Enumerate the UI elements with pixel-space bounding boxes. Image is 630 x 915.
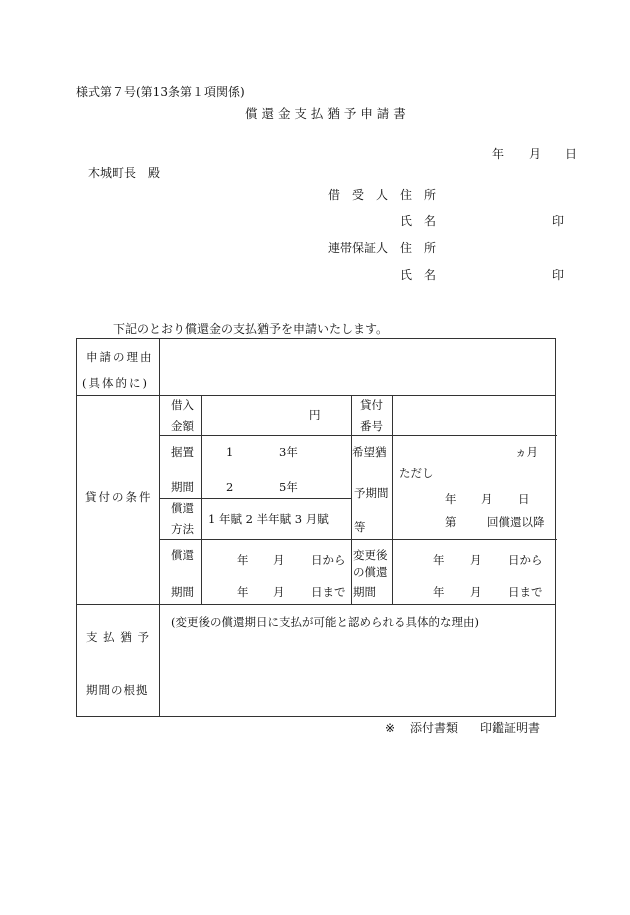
changed-from-year: 年	[433, 553, 445, 567]
changed-from-month: 月	[470, 553, 482, 567]
loan-number-label-2: 番号	[360, 419, 383, 433]
loan-conditions-label: 貸付の条件	[85, 490, 153, 504]
deferment-label-2: 期間	[171, 480, 194, 494]
guarantor-name-label: 氏 名	[400, 268, 437, 282]
repay-period-label-2: 期間	[171, 585, 194, 599]
date-year: 年	[492, 147, 505, 161]
requested-period-label: 希望猶	[352, 445, 387, 459]
loan-amount-label: 借入	[171, 398, 194, 412]
changed-until-year: 年	[433, 585, 445, 599]
document-title: 償 還 金 支 払 猶 予 申 請 書	[245, 106, 406, 121]
reason-label: 申請の理由	[86, 350, 154, 364]
changed-period-label: 変更後	[353, 548, 388, 562]
row-divider	[159, 498, 351, 499]
footer-mark: ※	[385, 721, 396, 735]
repay-period-label: 償還	[171, 548, 194, 562]
row-divider	[159, 539, 557, 540]
application-table	[76, 338, 556, 717]
requested-month: 月	[481, 492, 493, 506]
repay-from-year: 年	[237, 553, 249, 567]
months-unit: ヵ月	[515, 445, 538, 459]
date-day: 日	[565, 147, 578, 161]
row-divider	[159, 435, 557, 436]
changed-until-day: 日まで	[508, 585, 543, 599]
installment-after: 回償還以降	[487, 515, 545, 529]
borrower-name-label: 氏 名	[400, 214, 437, 228]
deferment-label: 据置	[171, 445, 194, 459]
loan-number-label: 貸付	[360, 398, 383, 412]
col-divider	[201, 395, 202, 604]
changed-until-month: 月	[470, 585, 482, 599]
requested-period-label-2: 予期間	[354, 486, 389, 500]
repay-until-month: 月	[273, 585, 285, 599]
addressee: 木城町長 殿	[88, 166, 161, 180]
repay-from-day: 日から	[311, 553, 346, 567]
basis-label: 支 払 猶 予	[86, 630, 150, 644]
intro-text: 下記のとおり償還金の支払猶予を申請いたします。	[113, 322, 389, 336]
guarantor-address-label: 住 所	[400, 241, 437, 255]
repay-from-month: 月	[273, 553, 285, 567]
requested-day: 日	[518, 492, 530, 506]
borrower-label: 借 受 人	[328, 188, 389, 202]
deferment-option-1-value: 3年	[279, 445, 298, 459]
row-divider	[77, 604, 555, 605]
date-month: 月	[529, 147, 542, 161]
borrower-seal: 印	[552, 214, 565, 228]
repay-method-label-2: 方法	[171, 522, 194, 536]
deferment-option-2-number: 2	[226, 480, 234, 494]
repay-until-year: 年	[237, 585, 249, 599]
yen-unit: 円	[309, 408, 321, 422]
reason-label-sub: (具体的に)	[82, 376, 149, 390]
requested-year: 年	[445, 492, 457, 506]
basis-note: (変更後の償還期日に支払が可能と認められる具体的な理由)	[171, 615, 479, 629]
loan-amount-label-2: 金額	[171, 419, 194, 433]
col-divider	[351, 395, 352, 604]
repay-until-day: 日まで	[311, 585, 346, 599]
requested-period-label-3: 等	[354, 520, 366, 534]
repay-method-options: 1 年賦 2 半年賦 3 月賦	[208, 512, 329, 526]
basis-label-2: 期間の根拠	[86, 683, 149, 697]
row-divider	[77, 395, 555, 396]
deferment-option-1-number: 1	[226, 445, 234, 459]
guarantor-seal: 印	[552, 268, 565, 282]
deferment-option-2-value: 5年	[279, 480, 298, 494]
changed-from-day: 日から	[508, 553, 543, 567]
col-divider	[392, 395, 393, 604]
installment-dai: 第	[445, 515, 457, 529]
changed-period-label-2: の償還	[353, 565, 388, 579]
changed-period-label-3: 期間	[353, 585, 376, 599]
col-divider	[159, 339, 160, 717]
attachment-value: 印鑑証明書	[480, 721, 541, 735]
tadashi-text: ただし	[399, 466, 434, 480]
guarantor-label: 連帯保証人	[328, 241, 389, 255]
repay-method-label: 償還	[171, 501, 194, 515]
form-number: 様式第７号(第13条第１項関係)	[76, 85, 245, 99]
borrower-address-label: 住 所	[400, 188, 437, 202]
attachment-label: 添付書類	[410, 721, 459, 735]
